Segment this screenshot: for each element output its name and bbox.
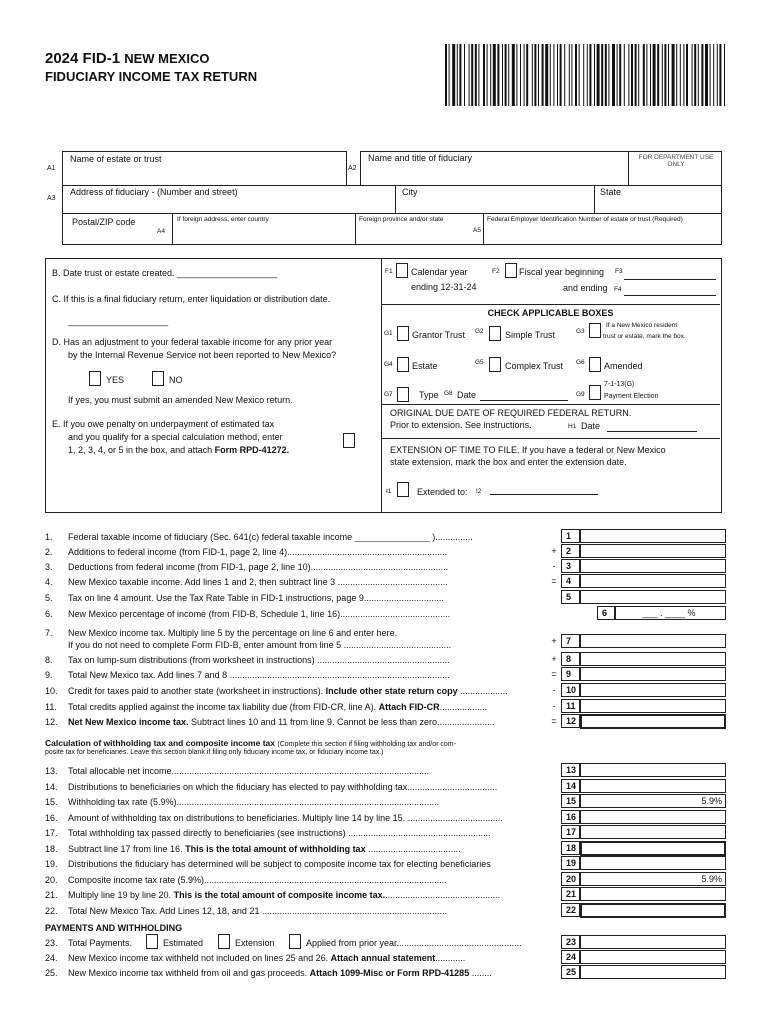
payment-election-label-2: Payment Election <box>604 393 659 400</box>
extension-checkbox[interactable] <box>397 482 409 497</box>
amount-field[interactable] <box>580 887 726 901</box>
line-description: If you do not need to complete Form FID-B, enter amount from line 5 ........................................... <box>68 640 452 650</box>
question-e-2: and you qualify for a special calculation method, enter <box>68 432 283 442</box>
barcode-bar <box>628 44 629 106</box>
barcode-bar <box>483 44 485 106</box>
operator-sign: - <box>552 685 556 695</box>
amount-field[interactable] <box>580 763 726 777</box>
form-id: 2024 FID-1 NEW MEXICO <box>45 50 210 67</box>
line-box-number: 15 <box>561 794 580 808</box>
label-f2: F2 <box>492 268 500 275</box>
payment-election-checkbox[interactable] <box>589 385 601 400</box>
amount-field[interactable] <box>580 544 726 558</box>
line-description: Multiply line 19 by line 20. This is the total amount of composite income tax............................................... <box>68 890 501 900</box>
operator-sign: = <box>551 576 557 586</box>
dept-use-label: FOR DEPARTMENT USE ONLY <box>638 154 714 168</box>
label-g7: G7 <box>384 391 393 398</box>
barcode-bar <box>653 44 656 106</box>
right-checkbox-panel <box>381 258 722 513</box>
barcode-bar <box>490 44 491 106</box>
g8-date-label: Date <box>457 390 477 400</box>
extension-payment-checkbox[interactable] <box>218 934 230 949</box>
divider <box>381 304 720 305</box>
line-box-number: 7 <box>561 634 580 648</box>
line-description: Tax on lump-sum distributions (from worksheet in instructions) ..................................................... <box>68 655 450 665</box>
barcode-bar <box>694 44 696 106</box>
barcode-bar <box>459 44 461 106</box>
estimated-checkbox[interactable] <box>146 934 158 949</box>
line-number: 21. <box>45 890 58 900</box>
zip-label: Postal/ZIP code <box>72 217 136 227</box>
bold-text: Include other state return copy <box>325 686 458 696</box>
bold-text: Attach 1099-Misc or Form RPD-41285 <box>309 968 470 978</box>
line-number: 11. <box>45 702 57 712</box>
amount-field[interactable]: 5.9% <box>580 794 726 808</box>
label-a1: A1 <box>47 165 56 172</box>
fiscal-end-line[interactable] <box>624 295 716 296</box>
barcode-bar <box>449 44 450 106</box>
amended-label: Amended <box>604 361 643 371</box>
line-box-number: 4 <box>561 574 580 588</box>
line-description: Additions to federal income (from FID-1, page 2, line 4)................................................................ <box>68 547 448 557</box>
amount-field[interactable] <box>580 935 726 949</box>
barcode-bar <box>493 44 496 106</box>
amount-field[interactable] <box>580 965 726 979</box>
city-field[interactable] <box>395 185 596 215</box>
amount-field[interactable] <box>580 574 726 588</box>
calendar-ending-label: ending 12-31-24 <box>411 282 477 292</box>
form-rpd-41272: Form RPD-41272. <box>214 445 290 455</box>
barcode-bar <box>497 44 499 106</box>
calendar-year-label: Calendar year <box>411 267 468 277</box>
barcode-bar <box>471 44 473 106</box>
operator-sign: + <box>551 546 557 556</box>
applied-prior-year-checkbox[interactable] <box>289 934 301 949</box>
g8-date-line[interactable] <box>480 400 568 401</box>
line-description: Withholding tax rate (5.9%)......................................................................................................... <box>68 797 440 807</box>
line-box-number: 24 <box>561 950 580 964</box>
operator-sign: - <box>552 561 556 571</box>
fiscal-year-label: Fiscal year beginning <box>519 267 605 277</box>
barcode-bar <box>545 44 548 106</box>
barcode-bar <box>692 44 693 106</box>
barcode-bar <box>683 44 684 106</box>
line-box-number: 25 <box>561 965 580 979</box>
line-box-number: 10 <box>561 683 580 697</box>
barcode-bar <box>457 44 458 106</box>
line-number: 24. <box>45 953 58 963</box>
barcode-bar <box>532 44 533 106</box>
type-checkbox[interactable] <box>397 387 409 402</box>
barcode-bar <box>508 44 509 106</box>
barcode-bar <box>676 44 677 106</box>
barcode-bar <box>646 44 647 106</box>
line-number: 3. <box>45 562 53 572</box>
line-description: Federal taxable income of fiduciary (Sec. 641(c) federal taxable income _______________ )............... <box>68 532 473 542</box>
barcode-bar <box>524 44 525 106</box>
barcode-bar <box>631 44 633 106</box>
barcode-bar <box>526 44 528 106</box>
barcode-bar <box>664 44 666 106</box>
label-f4: F4 <box>614 286 622 293</box>
foreign-province-label: Foreign province and/or state <box>359 216 444 223</box>
bold-text: Attach FID-CR <box>378 702 440 712</box>
line-box-number: 21 <box>561 887 580 901</box>
barcode-bar <box>624 44 625 106</box>
barcode-bar <box>717 44 718 106</box>
line-box-number: 3 <box>561 559 580 573</box>
barcode-bar <box>571 44 572 106</box>
barcode-bar <box>710 44 711 106</box>
barcode-bar <box>705 44 708 106</box>
original-due-label: ORIGINAL DUE DATE OF REQUIRED FEDERAL RETURN. <box>390 408 632 418</box>
line-box-number: 18 <box>561 841 580 855</box>
barcode-bar <box>538 44 539 106</box>
barcode-bar <box>445 44 447 106</box>
address-label: Address of fiduciary - (Number and street) <box>70 187 238 197</box>
amount-field[interactable] <box>580 590 726 604</box>
city-label: City <box>402 187 418 197</box>
question-c: C. If this is a final fiduciary return, enter liquidation or distribution date. <box>52 294 331 304</box>
line-box-number: 6 <box>597 606 615 620</box>
line-description: Total New Mexico Tax. Add Lines 12, 18, and 21 .......................................................................... <box>68 906 447 916</box>
estate-label: Estate <box>412 361 438 371</box>
amount-field[interactable] <box>580 683 726 697</box>
barcode-bar <box>713 44 714 106</box>
amount-field[interactable] <box>580 779 726 793</box>
line-description: Amount of withholding tax on distributions to beneficiaries. Multiply line 14 by line 15. ...................................... <box>68 813 503 823</box>
operator-sign: = <box>551 669 557 679</box>
line-number: 15. <box>45 797 58 807</box>
barcode-bar <box>516 44 517 106</box>
barcode-bar <box>583 44 584 106</box>
amount-field[interactable] <box>580 810 726 824</box>
line-box-number: 11 <box>561 699 580 713</box>
question-d-2: by the Internal Revenue Service not been reported to New Mexico? <box>68 350 337 360</box>
divider <box>381 404 720 405</box>
amount-field[interactable] <box>580 714 726 729</box>
estate-checkbox[interactable] <box>397 357 409 372</box>
and-ending-label: and ending <box>563 283 608 293</box>
barcode-bar <box>557 44 558 106</box>
extended-to-label: Extended to: <box>417 487 468 497</box>
barcode-bar <box>502 44 503 106</box>
barcode <box>445 44 725 106</box>
yes-checkbox[interactable] <box>89 371 101 386</box>
barcode-bar <box>505 44 507 106</box>
withholding-header: Calculation of withholding tax and composite income tax (Complete this section if filing withholding tax and/or com- <box>45 738 456 748</box>
label-g9: G9 <box>576 391 585 398</box>
yes-label: YES <box>106 375 125 385</box>
line-number: 6. <box>45 609 53 619</box>
amount-field[interactable] <box>580 667 726 681</box>
question-e-3: 1, 2, 3, 4, or 5 in the box, and attach Form RPD-41272. <box>68 445 290 455</box>
extension-payment-label: Extension <box>235 938 275 948</box>
barcode-bar <box>617 44 618 106</box>
barcode-bar <box>597 44 600 106</box>
barcode-bar <box>657 44 659 106</box>
line-description: Composite income tax rate (5.9%)................................................................................................. <box>68 875 447 885</box>
page-title: FIDUCIARY INCOME TAX RETURN <box>45 69 258 84</box>
bold-text: This is the total amount of withholding tax <box>185 844 366 854</box>
amount-field[interactable] <box>580 841 726 856</box>
resident-label-1: If a New Mexico resident <box>606 322 678 329</box>
barcode-bar <box>589 44 591 106</box>
line-box-number: 1 <box>561 529 580 543</box>
h1-date-label: Date <box>581 421 601 431</box>
percent-field[interactable]: ___ . ____ % <box>615 606 726 620</box>
line-number: 5. <box>45 593 53 603</box>
fein-label: Federal Employer Identification Number of estate or trust (Required) <box>487 216 683 223</box>
barcode-bar <box>701 44 703 106</box>
label-a2: A2 <box>348 165 357 172</box>
withholding-note: posite tax for beneficiaries. Leave this section blank if filing only fiduciary income tax, or fiduciary income tax.) <box>45 749 384 756</box>
line-description: Net New Mexico income tax. Subtract lines 10 and 11 from line 9. Cannot be less than zero....................... <box>68 717 495 727</box>
label-h1: H1 <box>568 423 577 430</box>
label-f3: F3 <box>615 268 623 275</box>
barcode-bar <box>608 44 609 106</box>
line-number: 23. <box>45 938 58 948</box>
label-a5: A5 <box>473 227 481 234</box>
type-label: Type <box>419 390 439 400</box>
line-box-number: 2 <box>561 544 580 558</box>
no-label: NO <box>169 375 183 385</box>
line-description: Tax on line 4 amount. Use the Tax Rate Table in FID-1 instructions, page 9................................ <box>68 593 444 603</box>
operator-sign: + <box>551 636 557 646</box>
question-d-3: If yes, you must submit an amended New Mexico return. <box>68 395 293 405</box>
label-g5: G5 <box>475 359 484 366</box>
barcode-bar <box>464 44 465 106</box>
barcode-bar <box>662 44 663 106</box>
label-g8: G8 <box>444 390 453 397</box>
barcode-bar <box>564 44 565 106</box>
line-number: 10. <box>45 686 58 696</box>
line-description: New Mexico income tax. Multiply line 5 by the percentage on line 6 and enter here. <box>68 628 398 638</box>
line-number: 20. <box>45 875 58 885</box>
bold-text: Net New Mexico income tax. <box>68 717 189 727</box>
line-box-number: 20 <box>561 872 580 886</box>
fiscal-begin-line[interactable] <box>624 279 716 280</box>
line-box-number: 12 <box>561 714 580 728</box>
divider <box>381 438 720 439</box>
barcode-bar <box>719 44 721 106</box>
nm-resident-checkbox[interactable] <box>589 323 601 338</box>
grantor-trust-checkbox[interactable] <box>397 326 409 341</box>
barcode-bar <box>469 44 470 106</box>
line-number: 22. <box>45 906 58 916</box>
line-number: 19. <box>45 859 58 869</box>
estate-name-label: Name of estate or trust <box>70 154 162 164</box>
line-box-number: 17 <box>561 825 580 839</box>
label-g1: G1 <box>384 330 393 337</box>
line-number: 4. <box>45 577 53 587</box>
operator-sign: + <box>551 654 557 664</box>
line-number: 18. <box>45 844 58 854</box>
question-e-1: E. If you owe penalty on underpayment of estimated tax <box>52 419 275 429</box>
barcode-bar <box>680 44 681 106</box>
barcode-bar <box>686 44 688 106</box>
state-label: State <box>600 187 622 197</box>
barcode-bar <box>635 44 637 106</box>
line-number: 25. <box>45 968 58 978</box>
barcode-bar <box>724 44 725 106</box>
barcode-bar <box>638 44 639 106</box>
estimated-label: Estimated <box>163 938 204 948</box>
barcode-bar <box>575 44 577 106</box>
line-box-number: 23 <box>561 935 580 949</box>
amount-field[interactable] <box>580 825 726 839</box>
simple-trust-label: Simple Trust <box>505 330 556 340</box>
line-number: 16. <box>45 813 58 823</box>
barcode-graphic <box>445 44 725 106</box>
barcode-bar <box>569 44 570 106</box>
line-number: 2. <box>45 547 53 557</box>
barcode-bar <box>542 44 544 106</box>
amount-field[interactable] <box>580 652 726 666</box>
check-boxes-title: CHECK APPLICABLE BOXES <box>487 308 614 318</box>
line-box-number: 5 <box>561 590 580 604</box>
extension-note: state extension, mark the box and enter the extension date. <box>390 457 627 467</box>
line-box-number: 14 <box>561 779 580 793</box>
line-description: Credit for taxes paid to another state (worksheet in instructions). Include other state return copy ................... <box>68 686 508 696</box>
line-box-number: 19 <box>561 856 580 870</box>
label-g2: G2 <box>475 328 484 335</box>
original-due-note: Prior to extension. See instructions. <box>390 420 532 430</box>
barcode-bar <box>487 44 488 106</box>
line-number: 9. <box>45 670 53 680</box>
barcode-bar <box>650 44 651 106</box>
penalty-method-box[interactable] <box>343 433 355 448</box>
line-box-number: 13 <box>561 763 580 777</box>
line-description: Total withholding tax passed directly to beneficiaries (see instructions) ......................................................... <box>68 828 491 838</box>
question-c-line: ____________________ <box>68 316 169 326</box>
line-box-number: 9 <box>561 667 580 681</box>
label-g6: G6 <box>576 359 585 366</box>
complex-trust-checkbox[interactable] <box>489 357 501 372</box>
operator-sign: = <box>551 716 557 726</box>
line-number: 13. <box>45 766 58 776</box>
amount-field[interactable] <box>580 856 726 870</box>
foreign-country-label: If foreign address, enter country <box>177 216 269 223</box>
h1-date-line[interactable] <box>607 431 697 432</box>
label-g4: G4 <box>384 361 393 368</box>
amount-field[interactable]: 5.9% <box>580 872 726 886</box>
line-description: Total credits applied against the income tax liability due (from FID-CR, line A). Attach FID-CR................... <box>68 702 488 712</box>
barcode-bar <box>452 44 455 106</box>
extension-label: EXTENSION OF TIME TO FILE. If you have a federal or New Mexico <box>390 445 666 455</box>
amount-field[interactable] <box>580 950 726 964</box>
barcode-bar <box>520 44 521 106</box>
line-box-number: 16 <box>561 810 580 824</box>
line-description: New Mexico percentage of income (from FID-B, Schedule 1, line 16)............................................ <box>68 609 451 619</box>
line-description: New Mexico taxable income. Add lines 1 and 2, then subtract line 3 ............................................ <box>68 577 448 587</box>
line-description: Total New Mexico tax. Add lines 7 and 8 ........................................................................................ <box>68 670 450 680</box>
barcode-bar <box>550 44 551 106</box>
barcode-bar <box>579 44 580 106</box>
barcode-bar <box>512 44 515 106</box>
amount-field[interactable] <box>580 903 726 918</box>
line-box-number: 22 <box>561 903 580 917</box>
barcode-bar <box>587 44 588 106</box>
barcode-bar <box>668 44 669 106</box>
barcode-bar <box>478 44 479 106</box>
fiscal-year-checkbox[interactable] <box>505 263 517 278</box>
barcode-bar <box>605 44 607 106</box>
payments-header: PAYMENTS AND WITHHOLDING <box>45 923 183 933</box>
label-i1: I1 <box>386 488 392 495</box>
fiduciary-name-label: Name and title of fiduciary <box>368 153 473 163</box>
barcode-bar <box>553 44 554 106</box>
no-checkbox[interactable] <box>152 371 164 386</box>
amount-field[interactable] <box>580 699 726 713</box>
barcode-bar <box>534 44 536 106</box>
amended-checkbox[interactable] <box>589 357 601 372</box>
barcode-bar <box>601 44 603 106</box>
operator-sign: - <box>552 701 556 711</box>
line-number: 12. <box>45 717 58 727</box>
barcode-bar <box>560 44 562 106</box>
payment-election-label-1: 7-1-13(G) <box>604 381 635 388</box>
line-description: Total allocable net income....................................................................................................... <box>68 766 430 776</box>
barcode-bar <box>475 44 477 106</box>
label-a3: A3 <box>47 195 56 202</box>
line-description: Distributions to beneficiaries on which the fiduciary has elected to pay withholding tax.................................... <box>68 782 498 792</box>
barcode-bar <box>672 44 675 106</box>
barcode-bar <box>612 44 615 106</box>
label-g3: G3 <box>576 328 585 335</box>
line-description: Subtract line 17 from line 16. This is the total amount of withholding tax ..................................... <box>68 844 461 854</box>
resident-label-2: trust or estate, mark the box. <box>603 333 686 340</box>
amount-field[interactable] <box>580 634 726 648</box>
complex-trust-label: Complex Trust <box>505 361 564 371</box>
state-name: NEW MEXICO <box>124 51 210 66</box>
line-description: Distributions the fiduciary has determined will be subject to composite income tax for electing beneficiaries <box>68 859 491 869</box>
line-description: Deductions from federal income (from FID-1, page 2, line 10)....................................................... <box>68 562 449 572</box>
line-number: 1. <box>45 532 53 542</box>
line-description: New Mexico income tax withheld not included on lines 25 and 26. Attach annual statement............ <box>68 953 466 963</box>
barcode-bar <box>643 44 645 106</box>
simple-trust-checkbox[interactable] <box>489 326 501 341</box>
applied-prior-year-label: Applied from prior year.................................................. <box>306 938 522 948</box>
label-f1: F1 <box>385 268 393 275</box>
bold-text: This is the total amount of composite income tax. <box>173 890 386 900</box>
line-description: New Mexico income tax withheld from oil and gas proceeds. Attach 1099-Misc or Form RPD-41285 ........ <box>68 968 492 978</box>
barcode-bar <box>698 44 699 106</box>
grantor-trust-label: Grantor Trust <box>412 330 466 340</box>
question-d-1: D. Has an adjustment to your federal taxable income for any prior year <box>52 337 333 347</box>
label-i2: I2 <box>476 488 482 495</box>
calendar-year-checkbox[interactable] <box>396 263 408 278</box>
barcode-bar <box>594 44 595 106</box>
question-b: B. Date trust or estate created. ____________________ <box>52 268 278 278</box>
line-description: Total Payments. <box>68 938 133 948</box>
bold-text: Attach annual statement <box>330 953 436 963</box>
extended-date-line[interactable] <box>490 494 598 495</box>
line-number: 8. <box>45 655 53 665</box>
line-number: 14. <box>45 782 58 792</box>
barcode-bar <box>619 44 621 106</box>
line-number: 7. <box>45 628 53 638</box>
line-number: 17. <box>45 828 58 838</box>
amount-field[interactable] <box>580 529 726 543</box>
label-a4: A4 <box>157 228 165 235</box>
line-box-number: 8 <box>561 652 580 666</box>
amount-field[interactable] <box>580 559 726 573</box>
